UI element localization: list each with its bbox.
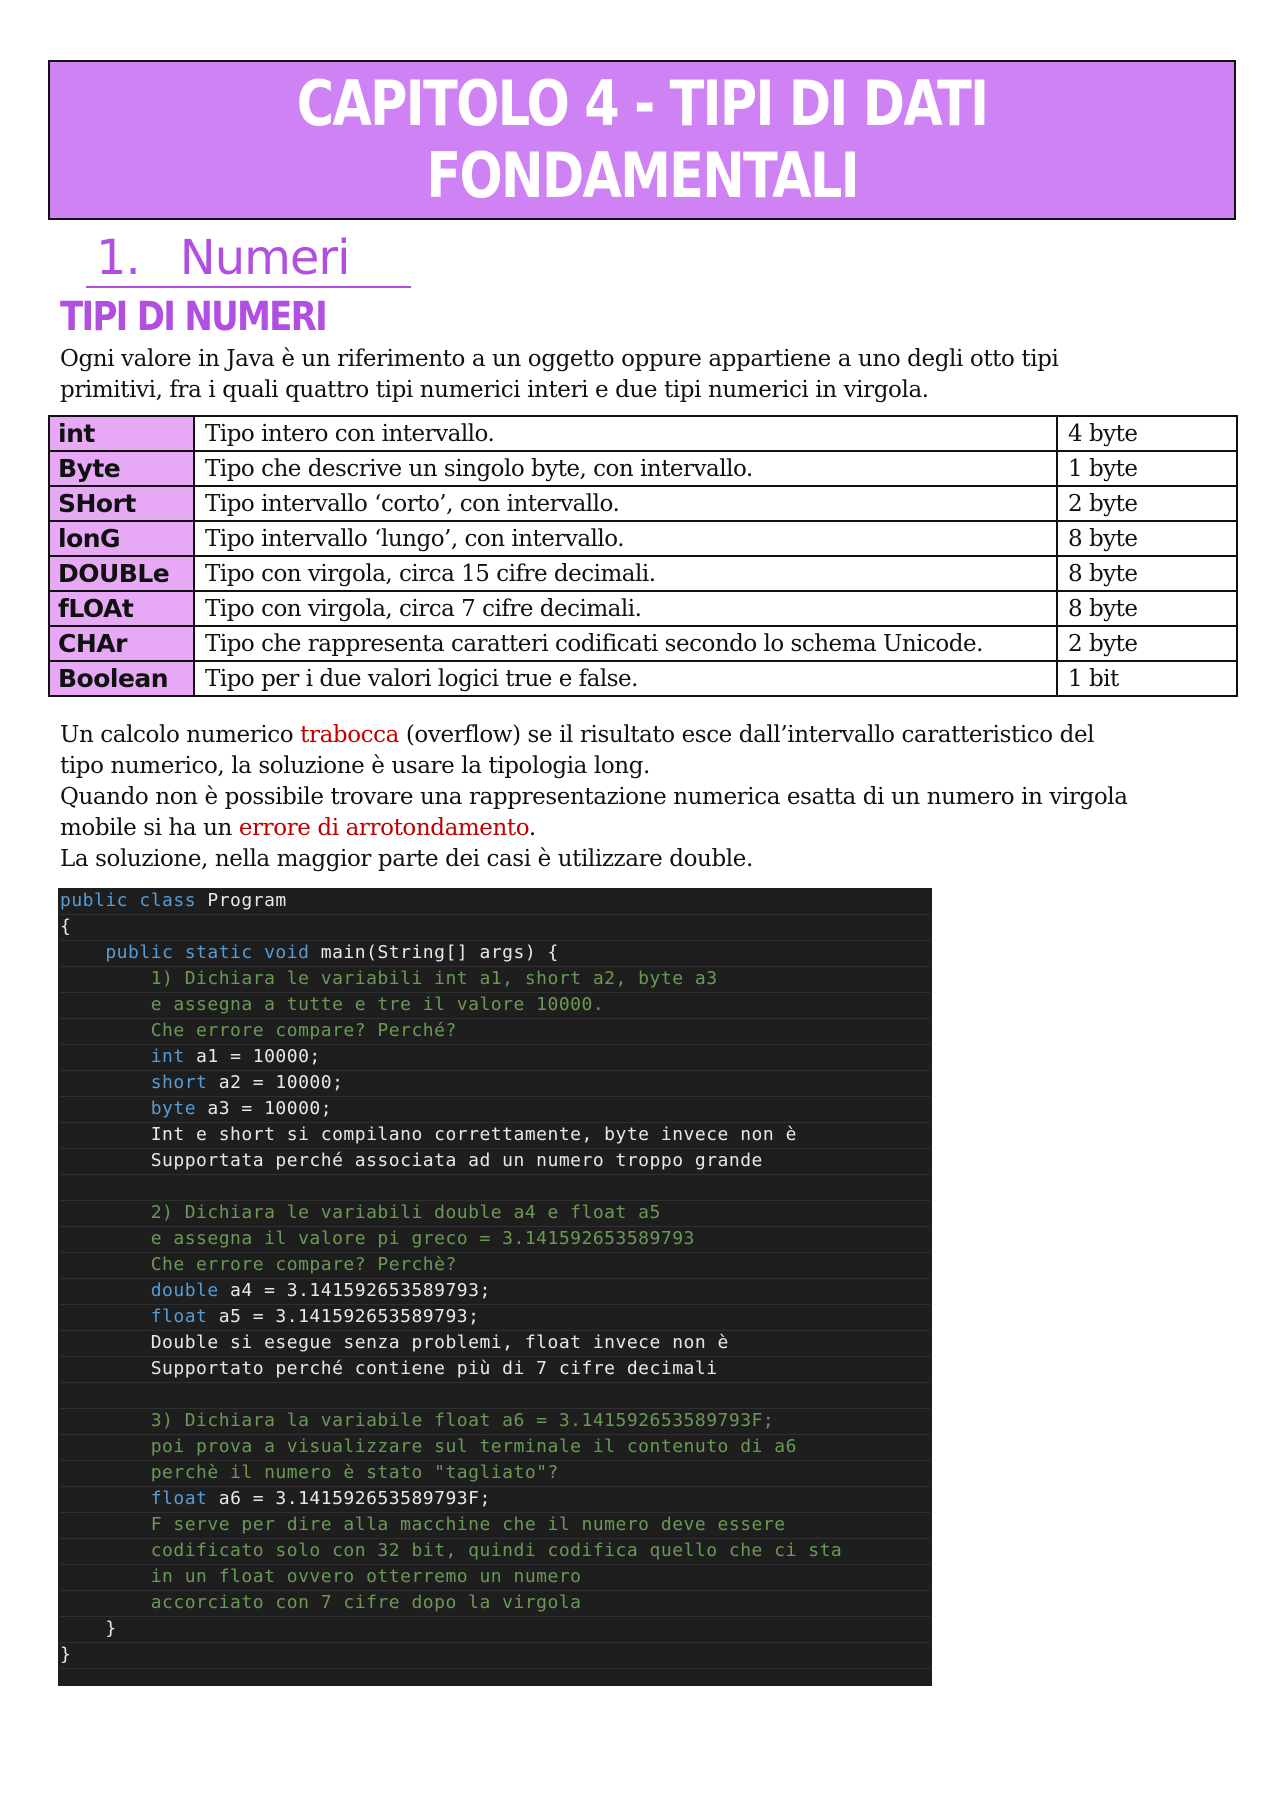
notes-paragraph bbox=[60, 720, 1230, 875]
type-name: Byte bbox=[49, 451, 194, 486]
code-block bbox=[58, 888, 932, 1686]
rounding-text: mobile si ha un bbox=[60, 815, 239, 841]
code-keyword: int bbox=[60, 1046, 185, 1067]
subsection-title: TIPI DI NUMERI bbox=[60, 294, 327, 340]
overflow-line bbox=[60, 720, 1230, 751]
code-line: } bbox=[60, 1642, 930, 1669]
code-line bbox=[60, 1044, 930, 1071]
type-name: int bbox=[49, 416, 194, 451]
code-text: a4 = 3.141592653589793; bbox=[218, 1280, 491, 1301]
section-title: Numeri bbox=[179, 230, 350, 286]
rounding-line-2 bbox=[60, 813, 1230, 844]
type-name: fLOAt bbox=[49, 591, 194, 626]
code-line bbox=[60, 1486, 930, 1513]
table-row bbox=[49, 416, 1237, 451]
type-name: DOUBLe bbox=[49, 556, 194, 591]
section-number: 1. bbox=[96, 230, 140, 286]
table-row bbox=[49, 626, 1237, 661]
code-comment: 3) Dichiara la variabile float a6 = 3.141592653589793F; bbox=[60, 1408, 930, 1435]
code-line: Supportata perché associata ad un numero troppo grande bbox=[60, 1148, 930, 1175]
chapter-title-line2: FONDAMENTALI bbox=[426, 139, 858, 212]
code-comment: e assegna a tutte e tre il valore 10000. bbox=[60, 992, 930, 1019]
rounding-text: . bbox=[528, 815, 536, 841]
code-text: main(String[] args) { bbox=[309, 942, 559, 963]
table-row bbox=[49, 556, 1237, 591]
code-line: Int e short si compilano correttamente, byte invece non è bbox=[60, 1122, 930, 1149]
code-line: Supportato perché contiene più di 7 cifre decimali bbox=[60, 1356, 930, 1383]
code-line bbox=[60, 1096, 930, 1123]
code-keyword: double bbox=[60, 1280, 219, 1301]
type-name: SHort bbox=[49, 486, 194, 521]
code-blank-line bbox=[60, 1382, 930, 1409]
table-row bbox=[49, 661, 1237, 696]
code-comment: F serve per dire alla macchine che il numero deve essere bbox=[60, 1512, 930, 1539]
code-comment: poi prova a visualizzare sul terminale il contenuto di a6 bbox=[60, 1434, 930, 1461]
type-description: Tipo intero con intervallo. bbox=[194, 416, 1057, 451]
code-comment: 2) Dichiara le variabili double a4 e float a5 bbox=[60, 1200, 930, 1227]
table-row bbox=[49, 591, 1237, 626]
code-keyword: short bbox=[60, 1072, 208, 1093]
intro-line: primitivi, fra i quali quattro tipi numerici interi e due tipi numerici in virgola. bbox=[60, 377, 929, 403]
code-line bbox=[60, 1304, 930, 1331]
code-line bbox=[60, 940, 930, 967]
code-line bbox=[60, 1070, 930, 1097]
code-comment: codificato solo con 32 bit, quindi codifica quello che ci sta bbox=[60, 1538, 930, 1565]
type-size: 8 byte bbox=[1057, 556, 1237, 591]
code-keyword: public static void bbox=[60, 942, 310, 963]
type-size: 1 byte bbox=[1057, 451, 1237, 486]
solution-line: La soluzione, nella maggior parte dei casi è utilizzare double. bbox=[60, 846, 753, 872]
type-description: Tipo che rappresenta caratteri codificati secondo lo schema Unicode. bbox=[194, 626, 1057, 661]
code-comment: e assegna il valore pi greco = 3.141592653589793 bbox=[60, 1226, 930, 1253]
chapter-banner bbox=[48, 60, 1236, 220]
code-comment: Che errore compare? Perchè? bbox=[60, 1252, 930, 1279]
intro-line: Ogni valore in Java è un riferimento a un oggetto oppure appartiene a uno degli otto tipi bbox=[60, 346, 1059, 372]
type-description: Tipo con virgola, circa 7 cifre decimali. bbox=[194, 591, 1057, 626]
table-row bbox=[49, 486, 1237, 521]
code-comment: in un float ovvero otterremo un numero bbox=[60, 1564, 930, 1591]
overflow-text: Un calcolo numerico bbox=[60, 722, 301, 748]
code-text: a1 = 10000; bbox=[184, 1046, 321, 1067]
code-keyword: byte bbox=[60, 1098, 197, 1119]
code-comment: 1) Dichiara le variabili int a1, short a2, byte a3 bbox=[60, 966, 930, 993]
chapter-title-line1: CAPITOLO 4 - TIPI DI DATI bbox=[296, 67, 988, 140]
intro-paragraph bbox=[60, 344, 1230, 406]
overflow-line-2: tipo numerico, la soluzione è usare la tipologia long. bbox=[60, 753, 650, 779]
type-name: lonG bbox=[49, 521, 194, 556]
type-size: 8 byte bbox=[1057, 591, 1237, 626]
overflow-highlight: trabocca bbox=[300, 722, 399, 748]
code-keyword: float bbox=[60, 1306, 208, 1327]
code-line: Double si esegue senza problemi, float invece non è bbox=[60, 1330, 930, 1357]
type-description: Tipo intervallo ‘corto’, con intervallo. bbox=[194, 486, 1057, 521]
code-comment: Che errore compare? Perché? bbox=[60, 1018, 930, 1045]
code-line: { bbox=[60, 914, 930, 941]
type-size: 8 byte bbox=[1057, 521, 1237, 556]
code-comment: accorciato con 7 cifre dopo la virgola bbox=[60, 1590, 930, 1617]
code-keyword: float bbox=[60, 1488, 208, 1509]
code-line: } bbox=[60, 1616, 930, 1643]
table-row bbox=[49, 521, 1237, 556]
type-size: 2 byte bbox=[1057, 486, 1237, 521]
types-table bbox=[48, 415, 1238, 697]
code-text: Program bbox=[196, 890, 287, 911]
code-text: a3 = 10000; bbox=[196, 1098, 333, 1119]
type-description: Tipo con virgola, circa 15 cifre decimali. bbox=[194, 556, 1057, 591]
type-name: Boolean bbox=[49, 661, 194, 696]
rounding-highlight: errore di arrotondamento bbox=[238, 815, 529, 841]
type-size: 4 byte bbox=[1057, 416, 1237, 451]
code-line bbox=[60, 888, 930, 915]
type-size: 2 byte bbox=[1057, 626, 1237, 661]
code-keyword: public class bbox=[60, 890, 197, 911]
rounding-line: Quando non è possibile trovare una rappresentazione numerica esatta di un numero in virgola bbox=[60, 784, 1128, 810]
table-row bbox=[49, 451, 1237, 486]
code-text: a5 = 3.141592653589793; bbox=[207, 1306, 480, 1327]
section-heading bbox=[96, 230, 349, 286]
code-text: a2 = 10000; bbox=[207, 1072, 344, 1093]
section-underline bbox=[86, 286, 411, 288]
type-description: Tipo per i due valori logici true e false. bbox=[194, 661, 1057, 696]
overflow-text: (overflow) se il risultato esce dall’intervallo caratteristico del bbox=[398, 722, 1095, 748]
type-description: Tipo intervallo ‘lungo’, con intervallo. bbox=[194, 521, 1057, 556]
code-comment: perchè il numero è stato "tagliato"? bbox=[60, 1460, 930, 1487]
type-name: CHAr bbox=[49, 626, 194, 661]
code-line bbox=[60, 1278, 930, 1305]
code-text: a6 = 3.141592653589793F; bbox=[207, 1488, 491, 1509]
type-description: Tipo che descrive un singolo byte, con intervallo. bbox=[194, 451, 1057, 486]
code-blank-line bbox=[60, 1174, 930, 1201]
type-size: 1 bit bbox=[1057, 661, 1237, 696]
